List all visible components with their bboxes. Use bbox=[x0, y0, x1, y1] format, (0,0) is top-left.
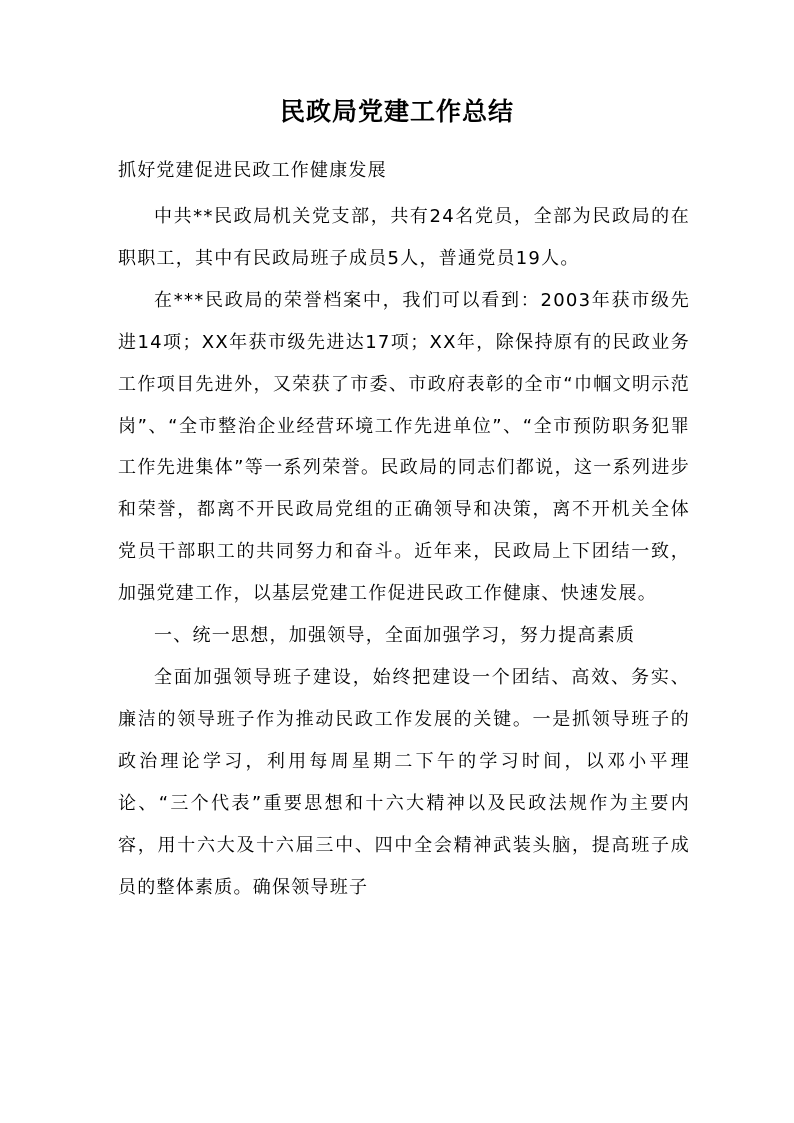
document-body bbox=[118, 196, 690, 908]
document-subtitle: 抓好党建促进民政工作健康发展 bbox=[118, 160, 387, 181]
paragraph-leadership: 全面加强领导班子建设，始终把建设一个团结、高效、务实、廉洁的领导班子作为推动民政工作发展的关键。一是抓领导班子的政治理论学习，利用每周星期二下午的学习时间，以邓小平理论、“三个代表”重要思想和十六大精神以及民政法规作为主要内容，用十六大及十六届三中、四中全会精神武装头脑，提高班子成员的整体素质。确保领导班子 bbox=[118, 666, 690, 898]
paragraph-honors: 在***民政局的荣誉档案中，我们可以看到：2003年获市级先进14项；XX年获市级先进达17项；XX年，除保持原有的民政业务工作项目先进外，又荣获了市委、市政府表彰的全市“巾帼文明示范岗”、“全市整治企业经营环境工作先进单位”、“全市预防职务犯罪工作先进集体”等一系列荣誉。民政局的同志们都说，这一系列进步和荣誉，都离不开民政局党组的正确领导和决策，离不开机关全体党员干部职工的共同努力和奋斗。近年来，民政局上下团结一致，加强党建工作，以基层党建工作促进民政工作健康、快速发展。 bbox=[118, 289, 690, 605]
document-title: 民政局党建工作总结 bbox=[279, 97, 514, 126]
section-heading-1: 一、统一思想，加强领导，全面加强学习，努力提高素质 bbox=[154, 625, 636, 647]
paragraph-party-branch: 中共**民政局机关党支部，共有24名党员，全部为民政局的在职职工，其中有民政局班子成员5人，普通党员19人。 bbox=[118, 206, 690, 269]
